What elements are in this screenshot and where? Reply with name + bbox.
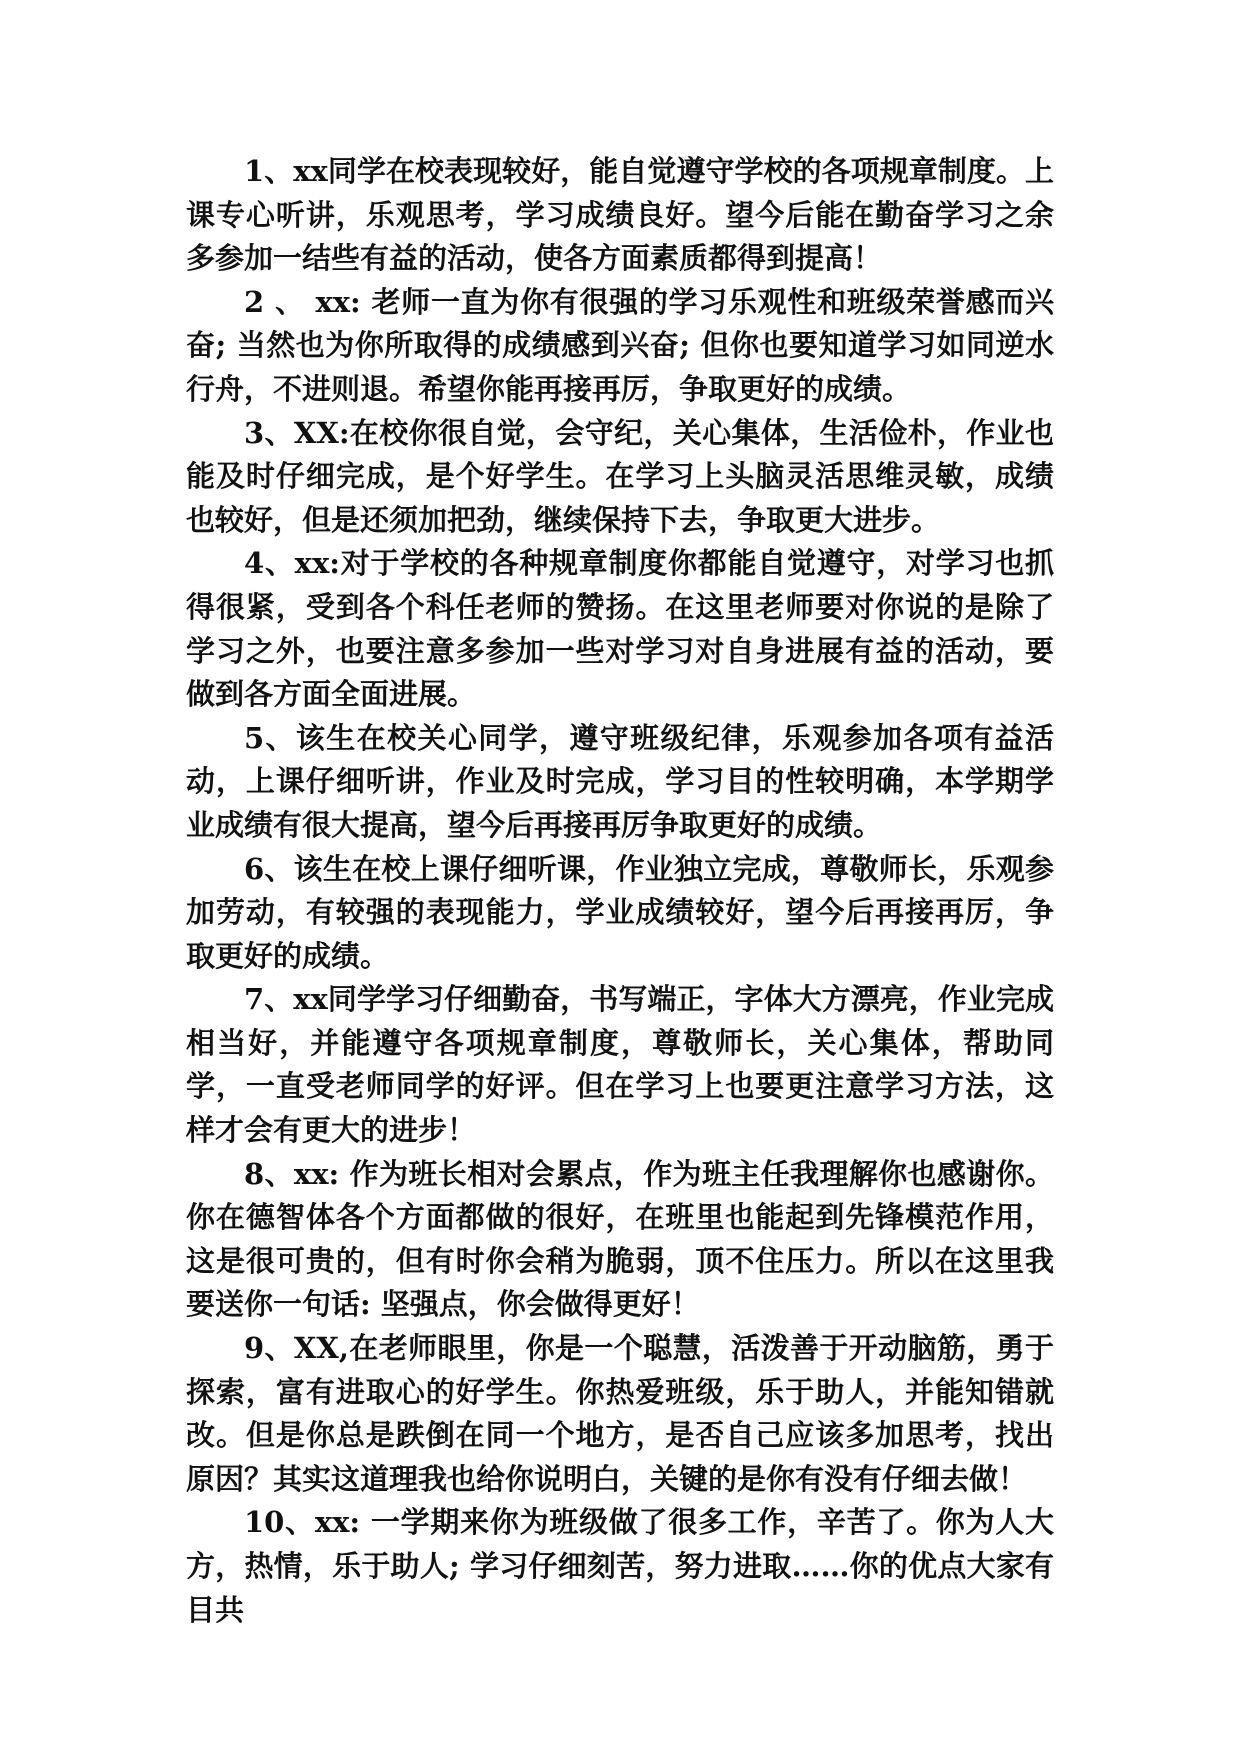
comment-paragraph-5: 5、该生在校关心同学，遵守班级纪律，乐观参加各项有益活动，上课仔细听讲，作业及时完成，学习目的性较明确，本学期学业成绩有很大提高，望今后再接再厉争取更好的成绩。 (186, 720, 1054, 842)
comment-paragraph-1: 1、xx同学在校表现较好，能自觉遵守学校的各项规章制度。上课专心听讲，乐观思考，学习成绩良好。望今后能在勤奋学习之余多参加一结些有益的活动，使各方面素质都得到提高！ (186, 154, 1054, 276)
comment-paragraph-9: 9、XX,在老师眼里，你是一个聪慧，活泼善于开动脑筋，勇于探索，富有进取心的好学生。你热爱班级，乐于助人，并能知错就改。但是你总是跌倒在同一个地方，是否自己应该多加思考，找出原因？其实这道理我也给你说明白，关键的是你有没有仔细去做！ (186, 1331, 1054, 1496)
comment-paragraph-2: 2 、 xx: 老师一直为你有很强的学习乐观性和班级荣誉感而兴奋; 当然也为你所取得的成绩感到兴奋; 但你也要知道学习如同逆水行舟，不进则退。希望你能再接再厉，争取更好的成绩。 (186, 284, 1054, 406)
comment-paragraph-10: 10、xx: 一学期来你为班级做了很多工作，辛苦了。你为人大方，热情，乐于助人; 学习仔细刻苦，努力进取……你的优点大家有目共 (186, 1505, 1054, 1627)
comment-paragraph-7: 7、xx同学学习仔细勤奋，书写端正，字体大方漂亮，作业完成相当好，并能遵守各项规章制度，尊敬师长，关心集体，帮助同学，一直受老师同学的好评。但在学习上也要更注意学习方法，这样才会有更大的进步！ (186, 982, 1054, 1148)
comment-paragraph-3: 3、XX:在校你很自觉，会守纪，关心集体，生活俭朴，作业也能及时仔细完成，是个好学生。在学习上头脑灵活思维灵敏，成绩也较好，但是还须加把劲，继续保持下去，争取更大进步。 (186, 415, 1054, 537)
comment-paragraph-6: 6、该生在校上课仔细听课，作业独立完成，尊敬师长，乐观参加劳动，有较强的表现能力，学业成绩较好，望今后再接再厉，争取更好的成绩。 (186, 851, 1054, 973)
comment-paragraph-8: 8、xx: 作为班长相对会累点，作为班主任我理解你也感谢你。你在德智体各个方面都做的很好，在班里也能起到先锋模范作用，这是很可贵的，但有时你会稍为脆弱，顶不住压力。所以在这里我要送你一句话: 坚强点，你会做得更好！ (186, 1156, 1054, 1322)
document-body (186, 150, 1054, 1632)
comment-paragraph-4: 4、xx:对于学校的各种规章制度你都能自觉遵守，对学习也抓得很紧，受到各个科任老师的赞扬。在这里老师要对你说的是除了学习之外，也要注意多参加一些对学习对自身进展有益的活动，要做到各方面全面进展。 (186, 546, 1054, 712)
